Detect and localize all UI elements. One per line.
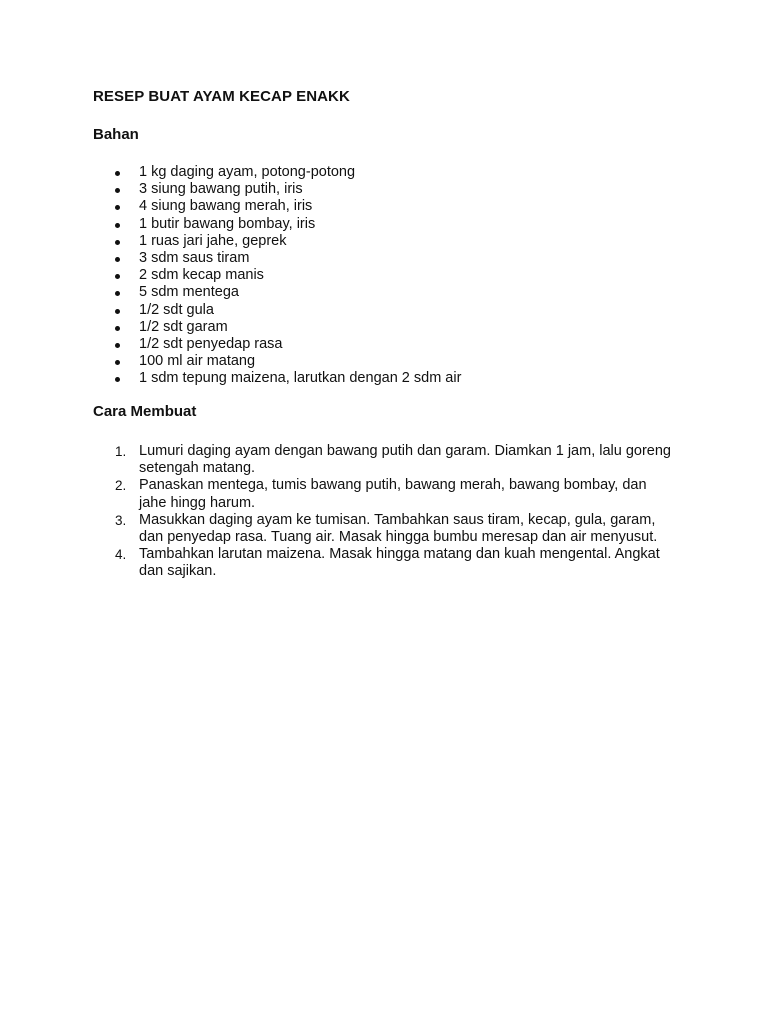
step-text: Lumuri daging ayam dengan bawang putih dan garam. Diamkan 1 jam, lalu goreng setengah matang. (139, 443, 671, 477)
step-number: 4. (115, 547, 127, 563)
step-number: 3. (115, 512, 127, 528)
list-item (115, 233, 675, 250)
ingredient-text: 2 sdm kecap manis (139, 267, 264, 284)
ingredient-text: 1/2 sdt penyedap rasa (139, 336, 283, 353)
bullet-icon (115, 188, 120, 193)
list-item (115, 216, 675, 233)
ingredient-text: 1 ruas jari jahe, geprek (139, 232, 287, 249)
bullet-icon (115, 377, 120, 382)
bullet-icon (115, 343, 120, 348)
step-text: Masukkan daging ayam ke tumisan. Tambahkan saus tiram, kecap, gula, garam, dan penyedap rasa. Tuang air. Masak hingga bumbu meresap dan air menyusut. (139, 511, 658, 546)
ingredients-list (115, 164, 675, 388)
method-steps-list (115, 443, 675, 581)
list-item (115, 181, 675, 198)
list-item (115, 284, 675, 301)
list-item (115, 546, 675, 580)
list-item (115, 353, 675, 370)
list-item (115, 443, 675, 477)
ingredient-text: 5 sdm mentega (139, 284, 239, 301)
bullet-icon (115, 360, 120, 365)
list-item (115, 267, 675, 284)
ingredient-text: 1/2 sdt gula (139, 301, 214, 318)
bullet-icon (115, 291, 120, 296)
bullet-icon (115, 309, 120, 314)
list-item (115, 477, 675, 511)
bullet-icon (115, 240, 120, 245)
ingredient-text: 1/2 sdt garam (139, 318, 228, 335)
recipe-title: RESEP BUAT AYAM KECAP ENAKK (93, 88, 350, 105)
bullet-icon (115, 205, 120, 210)
list-item (115, 302, 675, 319)
list-item (115, 319, 675, 336)
bullet-icon (115, 274, 120, 279)
bullet-icon (115, 326, 120, 331)
ingredient-text: 100 ml air matang (139, 353, 256, 370)
ingredient-text: 1 butir bawang bombay, iris (139, 215, 316, 232)
bullet-icon (115, 171, 120, 176)
ingredient-text: 1 sdm tepung maizena, larutkan dengan 2 sdm air (139, 370, 462, 387)
ingredient-text: 3 sdm saus tiram (139, 250, 250, 267)
list-item (115, 250, 675, 267)
bullet-icon (115, 223, 120, 228)
list-item (115, 164, 675, 181)
list-item (115, 336, 675, 353)
step-text: Panaskan mentega, tumis bawang putih, bawang merah, bawang bombay, dan jahe hingg harum. (139, 477, 647, 511)
ingredients-heading: Bahan (93, 126, 139, 143)
bullet-icon (115, 257, 120, 262)
list-item (115, 370, 675, 387)
list-item (115, 198, 675, 215)
method-heading: Cara Membuat (93, 403, 197, 420)
step-number: 2. (115, 478, 127, 494)
step-number: 1. (115, 444, 127, 459)
ingredient-text: 4 siung bawang merah, iris (139, 198, 313, 215)
step-text: Tambahkan larutan maizena. Masak hingga matang dan kuah mengental. Angkat dan sajikan. (139, 546, 660, 580)
ingredient-text: 1 kg daging ayam, potong-potong (139, 164, 356, 180)
list-item (115, 512, 675, 546)
ingredient-text: 3 siung bawang putih, iris (139, 181, 303, 198)
